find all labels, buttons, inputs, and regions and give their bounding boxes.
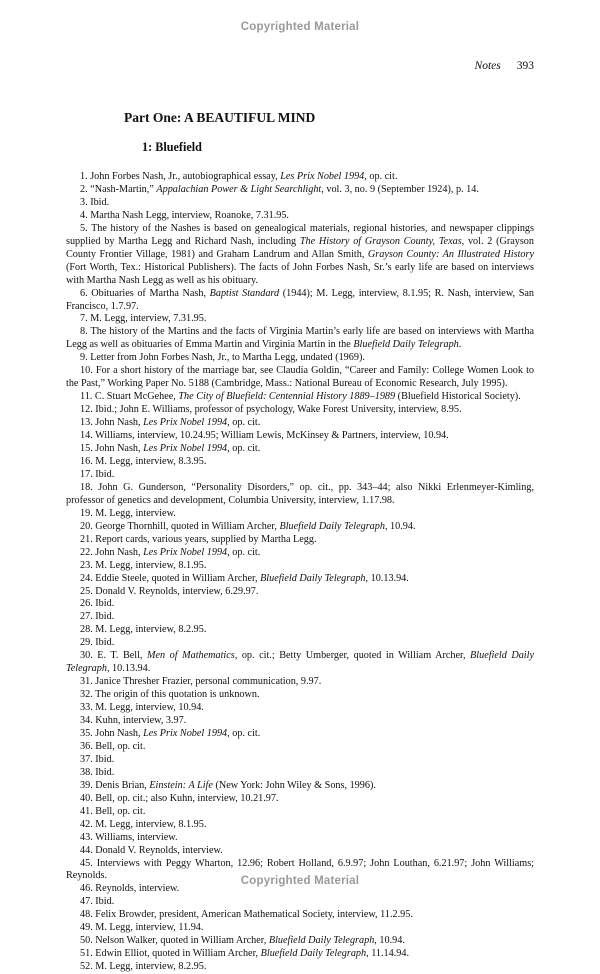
note-item: 10. For a short history of the marriage bar, see Claudia Goldin, “Career and Family: College Women Look to the Past,” Working Paper No. 5188 (Cambridge, Mass.: National Bureau of Economic Research, July 1995).	[66, 365, 534, 390]
note-item: 26. Ibid.	[80, 598, 115, 610]
note-item: 2. “Nash-Martin,” Appalachian Power & Light Searchlight, vol. 3, no. 9 (September 1924), p. 14.	[80, 183, 479, 195]
watermark-bottom: Copyrighted Material	[240, 875, 360, 887]
note-item: 35. John Nash, Les Prix Nobel 1994, op. cit.	[80, 727, 261, 739]
note-item: 39. Denis Brian, Einstein: A Life (New York: John Wiley & Sons, 1996).	[80, 779, 376, 791]
note-item: 44. Donald V. Reynolds, interview.	[80, 844, 223, 856]
note-item: 50. Nelson Walker, quoted in William Archer, Bluefield Daily Telegraph, 10.94.	[80, 935, 405, 947]
note-item: 43. Williams, interview.	[80, 831, 178, 843]
note-item: 40. Bell, op. cit.; also Kuhn, interview, 10.21.97.	[80, 792, 279, 804]
note-item: 12. Ibid.; John E. Williams, professor of psychology, Wake Forest University, interview, 8.95.	[80, 404, 462, 416]
note-item: 48. Felix Browder, president, American Mathematical Society, interview, 11.2.95.	[80, 909, 413, 921]
note-item: 9. Letter from John Forbes Nash, Jr., to Martha Legg, undated (1969).	[80, 352, 365, 364]
note-item: 47. Ibid.	[80, 896, 115, 908]
note-item: 27. Ibid.	[80, 611, 115, 623]
page-number: 393	[516, 60, 534, 72]
note-item: 49. M. Legg, interview, 11.94.	[80, 922, 204, 934]
note-item: 8. The history of the Martins and the facts of Virginia Martin’s early life are based on interviews with Martha Legg as well as obituaries of Emma Martin and Virginia Martin in the Bluefield Daily Telegraph.	[66, 326, 534, 351]
note-item: 24. Eddie Steele, quoted in William Archer, Bluefield Daily Telegraph, 10.13.94.	[80, 572, 409, 584]
note-item: 21. Report cards, various years, supplied by Martha Legg.	[80, 533, 317, 545]
running-head	[66, 48, 534, 84]
note-item: 20. George Thornhill, quoted in William Archer, Bluefield Daily Telegraph, 10.94.	[80, 520, 416, 532]
note-item: 23. M. Legg, interview, 8.1.95.	[80, 559, 207, 571]
watermark-top: Copyrighted Material	[240, 21, 360, 33]
part-title: Part One: A BEAUTIFUL MIND	[124, 110, 316, 125]
note-item: 15. John Nash, Les Prix Nobel 1994, op. cit.	[80, 443, 261, 455]
note-item: 42. M. Legg, interview, 8.1.95.	[80, 818, 207, 830]
note-item: 29. Ibid.	[80, 637, 115, 649]
note-item: 18. John G. Gunderson, “Personality Disorders,” op. cit., pp. 343–44; also Nikki Erlenmeyer-Kimling, professor of genetics and development, Columbia University, interview, 1.17.98.	[66, 481, 534, 506]
page-content	[66, 48, 534, 974]
note-item: 51. Edwin Elliot, quoted in William Archer, Bluefield Daily Telegraph, 11.14.94.	[80, 948, 410, 960]
note-item: 25. Donald V. Reynolds, interview, 6.29.97.	[80, 585, 259, 597]
note-item: 19. M. Legg, interview.	[80, 507, 176, 519]
note-item: 32. The origin of this quotation is unknown.	[80, 689, 260, 701]
note-item: 33. M. Legg, interview, 10.94.	[80, 702, 204, 714]
note-item: 36. Bell, op. cit.	[80, 740, 146, 752]
note-item: 34. Kuhn, interview, 3.97.	[80, 715, 187, 727]
note-item: 41. Bell, op. cit.	[80, 805, 146, 817]
note-item: 22. John Nash, Les Prix Nobel 1994, op. cit.	[80, 546, 261, 558]
note-item: 45. Interviews with Peggy Wharton, 12.96; Robert Holland, 6.9.97; John Louthan, 6.21.97; John Williams; Reynolds.	[66, 857, 534, 882]
note-item: 6. Obituaries of Martha Nash, Baptist Standard (1944); M. Legg, interview, 8.1.95; R. Nash, interview, San Francisco, 1.7.97.	[66, 287, 534, 312]
note-item: 17. Ibid.	[80, 468, 115, 480]
note-item: 13. John Nash, Les Prix Nobel 1994, op. cit.	[80, 417, 261, 429]
note-item: 16. M. Legg, interview, 8.3.95.	[80, 455, 207, 467]
note-item: 7. M. Legg, interview, 7.31.95.	[80, 313, 207, 325]
notes-list	[66, 171, 534, 974]
running-head-label: Notes	[474, 60, 501, 72]
note-item: 11. C. Stuart McGehee, The City of Bluefield: Centennial History 1889–1989 (Bluefield Historical Society).	[80, 391, 521, 403]
note-item: 38. Ibid.	[80, 766, 115, 778]
chapter-title: 1: Bluefield	[142, 140, 202, 154]
note-item: 14. Williams, interview, 10.24.95; William Lewis, McKinsey & Partners, interview, 10.94.	[80, 430, 449, 442]
note-item: 5. The history of the Nashes is based on genealogical materials, regional histories, and newspaper clippings supplied by Martha Legg and Richard Nash, including The History of Grayson County, Texas, vol. 2 (Grayson County Frontier Village, 1981) and Graham Landrum and Allan Smith, Grayson County: An Illustrated History (Fort Worth, Tex.: Historical Publishers). The facts of John Forbes Nash, Sr.’s early life are based on interviews with Martha Nash Legg as well as his obituary.	[66, 222, 534, 286]
note-item: 28. M. Legg, interview, 8.2.95.	[80, 624, 207, 636]
note-item: 3. Ibid.	[80, 196, 110, 208]
note-item: 1. John Forbes Nash, Jr., autobiographical essay, Les Prix Nobel 1994, op. cit.	[80, 171, 398, 182]
note-item: 52. M. Legg, interview, 8.2.95.	[80, 961, 207, 973]
note-item: 37. Ibid.	[80, 753, 115, 765]
note-item: 4. Martha Nash Legg, interview, Roanoke, 7.31.95.	[80, 209, 289, 221]
note-item: 30. E. T. Bell, Men of Mathematics, op. cit.; Betty Umberger, quoted in William Archer, Bluefield Daily Telegraph, 10.13.94.	[66, 650, 534, 675]
note-item: 46. Reynolds, interview.	[80, 883, 180, 895]
note-item: 31. Janice Thresher Frazier, personal communication, 9.97.	[80, 676, 322, 688]
